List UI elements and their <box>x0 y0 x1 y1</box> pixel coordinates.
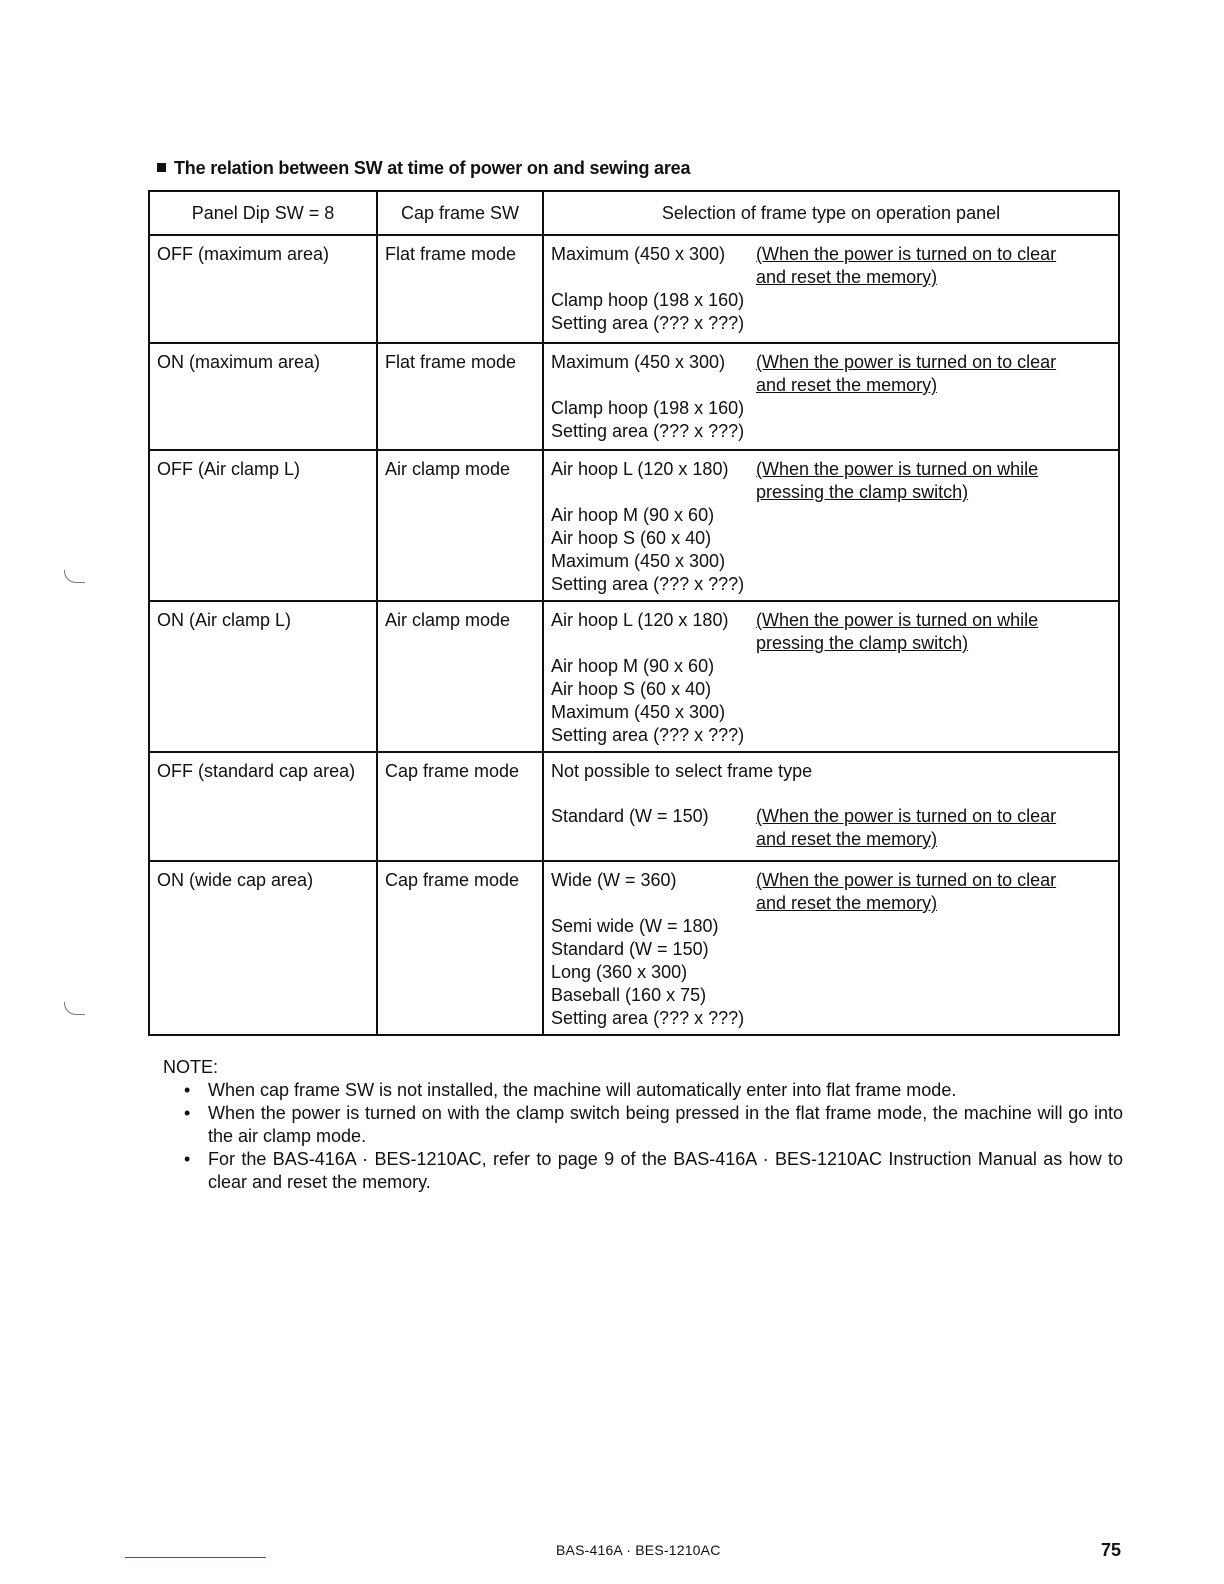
default-frame: Wide (W = 360) <box>551 870 677 890</box>
note-item <box>163 1148 1123 1194</box>
cap-frame-value: Air clamp mode <box>385 610 511 630</box>
frame-option: Setting area (??? x ???) <box>551 1008 745 1028</box>
frame-option: Semi wide (W = 180) <box>551 916 719 936</box>
default-condition: (When the power is turned on while <box>756 459 1039 479</box>
frame-option: Clamp hoop (198 x 160) <box>551 398 745 418</box>
default-frame: Air hoop L (120 x 180) <box>551 610 729 630</box>
frame-option: Maximum (450 x 300) <box>551 551 726 571</box>
cap-frame-cell <box>377 861 543 1035</box>
footer-models: BAS-416A · BES-1210AC <box>556 1542 721 1558</box>
default-condition-cont: and reset the memory) <box>756 375 938 395</box>
dip-sw-cell <box>149 343 377 450</box>
selection-note: Not possible to select frame type <box>551 761 813 781</box>
cap-frame-value: Cap frame mode <box>385 870 520 890</box>
default-condition-cont: and reset the memory) <box>756 267 938 287</box>
cap-frame-cell <box>377 235 543 343</box>
default-condition: (When the power is turned on to clear <box>756 806 1057 826</box>
note-text: When the power is turned on with the clamp switch being pressed in the flat frame mode, the machine will go into the air clamp mode. <box>208 1103 1123 1146</box>
cap-frame-cell <box>377 752 543 861</box>
cap-frame-value: Cap frame mode <box>385 761 520 781</box>
cap-frame-value: Air clamp mode <box>385 459 511 479</box>
frame-option: Air hoop M (90 x 60) <box>551 656 715 676</box>
default-frame: Standard (W = 150) <box>551 806 709 826</box>
dip-sw-value: OFF (standard cap area) <box>157 761 356 781</box>
dip-sw-cell <box>149 235 377 343</box>
default-condition-cont: and reset the memory) <box>756 829 938 849</box>
header-cap-frame-sw: Cap frame SW <box>377 191 543 235</box>
scan-mark <box>64 570 85 583</box>
cap-frame-cell <box>377 343 543 450</box>
default-frame: Air hoop L (120 x 180) <box>551 459 729 479</box>
note-section <box>163 1056 1123 1194</box>
note-item <box>163 1079 1123 1102</box>
note-text: For the BAS-416A · BES-1210AC, refer to page 9 of the BAS-416A · BES-1210AC Instruction Manual as how to clear and reset the memory. <box>208 1149 1123 1192</box>
dip-sw-value: ON (maximum area) <box>157 352 321 372</box>
sw-relation-table <box>148 190 1120 1036</box>
table-row <box>149 343 1119 450</box>
frame-option: Air hoop M (90 x 60) <box>551 505 715 525</box>
default-condition: (When the power is turned on while <box>756 610 1039 630</box>
frame-option: Setting area (??? x ???) <box>551 574 745 594</box>
cap-frame-cell <box>377 601 543 752</box>
table-header-row <box>149 191 1119 235</box>
cap-frame-value: Flat frame mode <box>385 244 517 264</box>
frame-selection-cell <box>543 752 1119 861</box>
default-condition-cont: pressing the clamp switch) <box>756 633 969 653</box>
frame-selection-cell <box>543 601 1119 752</box>
section-heading <box>157 158 690 179</box>
section-heading-text: The relation between SW at time of power on and sewing area <box>174 158 691 178</box>
frame-selection-cell <box>543 450 1119 601</box>
frame-option: Baseball (160 x 75) <box>551 985 707 1005</box>
default-frame-line <box>551 805 1112 828</box>
frame-option: Clamp hoop (198 x 160) <box>551 290 745 310</box>
square-bullet-icon <box>157 163 166 172</box>
default-frame-line <box>551 458 1112 481</box>
dip-sw-cell <box>149 752 377 861</box>
frame-selection-cell <box>543 235 1119 343</box>
bullet-icon: • <box>184 1103 191 1123</box>
dip-sw-cell <box>149 861 377 1035</box>
dip-sw-value: OFF (Air clamp L) <box>157 459 301 479</box>
footer-rule <box>125 1557 266 1558</box>
dip-sw-value: ON (wide cap area) <box>157 870 314 890</box>
page-number: 75 <box>1101 1540 1122 1560</box>
default-frame-line <box>551 609 1112 632</box>
default-condition: (When the power is turned on to clear <box>756 352 1057 372</box>
cap-frame-value: Flat frame mode <box>385 352 517 372</box>
note-list <box>163 1079 1123 1194</box>
header-frame-selection: Selection of frame type on operation panel <box>543 191 1119 235</box>
frame-option: Air hoop S (60 x 40) <box>551 679 712 699</box>
default-condition-cont: and reset the memory) <box>756 893 938 913</box>
frame-selection-cell <box>543 343 1119 450</box>
default-frame-line <box>551 351 1112 374</box>
frame-selection-cell <box>543 861 1119 1035</box>
frame-option: Setting area (??? x ???) <box>551 725 745 745</box>
frame-option: Setting area (??? x ???) <box>551 313 745 333</box>
default-condition: (When the power is turned on to clear <box>756 870 1057 890</box>
frame-option: Setting area (??? x ???) <box>551 421 745 441</box>
default-condition: (When the power is turned on to clear <box>756 244 1057 264</box>
cap-frame-cell <box>377 450 543 601</box>
dip-sw-value: OFF (maximum area) <box>157 244 330 264</box>
table-row <box>149 601 1119 752</box>
bullet-icon: • <box>184 1149 191 1169</box>
note-label: NOTE: <box>163 1057 219 1077</box>
table-row <box>149 450 1119 601</box>
frame-option: Long (360 x 300) <box>551 962 688 982</box>
note-text: When cap frame SW is not installed, the machine will automatically enter into flat frame mode. <box>208 1080 957 1100</box>
default-frame-line <box>551 869 1112 892</box>
scan-mark <box>64 1002 85 1015</box>
dip-sw-cell <box>149 450 377 601</box>
default-frame: Maximum (450 x 300) <box>551 244 726 264</box>
dip-sw-cell <box>149 601 377 752</box>
table-row <box>149 235 1119 343</box>
frame-option: Standard (W = 150) <box>551 939 709 959</box>
frame-option: Maximum (450 x 300) <box>551 702 726 722</box>
default-frame: Maximum (450 x 300) <box>551 352 726 372</box>
bullet-icon: • <box>184 1080 191 1100</box>
note-item <box>163 1102 1123 1148</box>
frame-option: Air hoop S (60 x 40) <box>551 528 712 548</box>
dip-sw-value: ON (Air clamp L) <box>157 610 292 630</box>
default-frame-line <box>551 243 1112 266</box>
header-panel-dip-sw: Panel Dip SW = 8 <box>149 191 377 235</box>
table-row <box>149 861 1119 1035</box>
table-row <box>149 752 1119 861</box>
default-condition-cont: pressing the clamp switch) <box>756 482 969 502</box>
